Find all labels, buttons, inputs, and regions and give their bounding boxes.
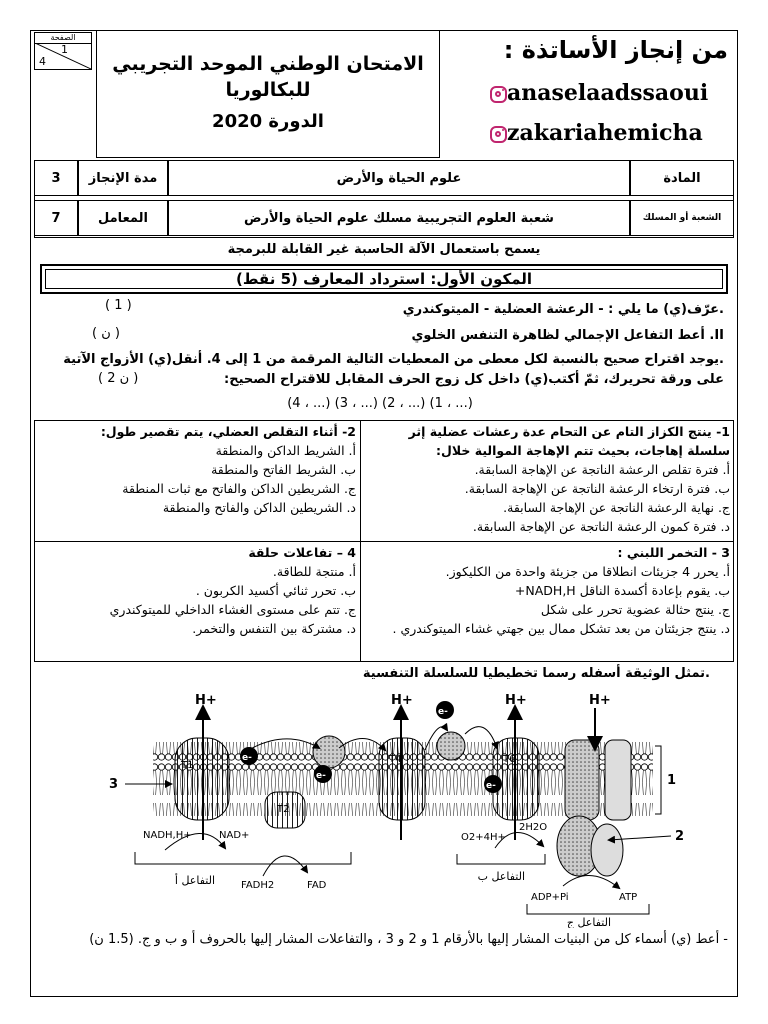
label-atp: ATP — [619, 892, 638, 903]
page-current: 1 — [61, 43, 68, 56]
coefficient-label: المعامل — [78, 200, 168, 236]
mcq-3-option-a: أ. يحرر 4 جزيئات انطلاقا من جزيئة واحدة من الكليكوز. — [445, 564, 730, 579]
complex-t3 — [313, 736, 345, 768]
instagram-icon — [490, 86, 507, 103]
answer-pairs: (... ، 1) (... ، 2) (... ، 3) (... ، 4) — [287, 396, 473, 411]
question-3-line1: .يوجد اقتراح صحيح بالنسبة لكل معطى من المعطيات التالية المرقمة من 1 إلى 4. أنقل(ي) الأزواج الآتية — [63, 352, 724, 367]
author-2 — [484, 120, 703, 146]
reaction-b-label: التفاعل ب — [477, 870, 525, 883]
mcq-1-option-d: د. فترة كمون الرعشة الناتجة عن الإهاجة السابقة. — [472, 519, 730, 534]
mcq-3-option-d: د. ينتج جزيئتان من بعد تشكل ممال بين جهتي غشاء الميتوكندري . — [392, 621, 730, 636]
atp-synthase-channel — [605, 740, 631, 820]
page-total: 4 — [39, 55, 46, 68]
electron-label: e- — [438, 707, 448, 717]
question-3-points: ( 2 ن ) — [98, 371, 139, 386]
exam-title-box — [96, 30, 440, 158]
structure-number-2: 2 — [675, 829, 685, 844]
mcq-2-option-b: ب. الشريط الفاتح والمنطقة — [211, 462, 356, 477]
question-2: II. أعط التفاعل الإجمالي لظاهرة التنفس الخلوي — [411, 328, 724, 343]
mcq-2-option-c: ج. الشريطين الداكن والفاتح مع ثبات المنطقة — [122, 481, 356, 496]
mcq-3-title: 3 - التخمر اللبني : — [617, 545, 730, 560]
atp-synthase-stalk — [565, 740, 599, 820]
mcq-item-2 — [38, 422, 356, 517]
final-question: - أعط (ي) أسماء كل من البنيات المشار إليها بالأرقام 1 و 2 و 3 ، والتفاعلات المشار إليها بالحروف أ و ب و ج. (1.5 ن) — [89, 932, 728, 947]
mcq-1-option-a: أ. فترة تقلص الرعشة الناتجة عن الإهاجة السابقة. — [474, 462, 730, 477]
duration-label: مدة الإنجاز — [78, 160, 168, 196]
label-nad: NAD+ — [219, 830, 250, 841]
label-o2: O2+4H+ — [461, 832, 506, 843]
label-nadh: NADH,H+ — [143, 830, 192, 841]
h-plus-label-4: H+ — [589, 693, 611, 708]
question-1-points: ( 1 ) — [105, 298, 132, 313]
structure-number-1: 1 — [667, 773, 677, 788]
mcq-item-4 — [38, 543, 356, 638]
exam-title-line1: الامتحان الوطني الموحد التجريبي — [112, 53, 424, 75]
mcq-4-title: 4 – تفاعلات حلقة — [248, 545, 356, 560]
mcq-2-title: 2- أثناء التقلص العضلي، يتم تقصير طول: — [100, 424, 356, 439]
mcq-item-1 — [364, 422, 730, 536]
label-t1: T1 — [181, 760, 194, 771]
electron-label: e- — [242, 753, 252, 763]
h-plus-label-1: H+ — [195, 693, 217, 708]
label-fadh2: FADH2 — [241, 880, 275, 891]
duration-value: 3 — [34, 160, 78, 196]
instagram-icon — [490, 126, 507, 143]
label-t4: T4 — [389, 754, 402, 765]
question-2-points: ( ن ) — [92, 326, 120, 341]
structure-number-3: 3 — [109, 777, 119, 792]
h-plus-label-3: H+ — [505, 693, 527, 708]
respiratory-chain-diagram — [95, 688, 715, 928]
complex-t5 — [437, 732, 465, 760]
mcq-4-option-d: د. مشتركة بين التنفس والتخمر. — [192, 621, 356, 636]
mcq-1-title: 1- ينتج الكزاز التام عن التحام عدة رعشات عضلية إثر سلسلة إهاجات، بحيث تتم الإهاجة الموالية خلال: — [408, 424, 730, 458]
label-t2: T2 — [277, 804, 290, 815]
mcq-1-option-c: ج. نهاية الرعشة الناتجة عن الإهاجة السابقة. — [503, 500, 730, 515]
question-3-line2: على ورقة تحريرك، ثمّ أكتب(ي) داخل كل زوج الحرف المقابل للاقتراح الصحيح: — [224, 372, 724, 387]
component-title: المكون الأول: استرداد المعارف (5 نقط) — [45, 269, 723, 289]
mcq-1-option-b: ب. فترة ارتخاء الرعشة الناتجة عن الإهاجة السابقة. — [464, 481, 730, 496]
exam-title-line2: للبكالوريا — [225, 79, 311, 101]
mcq-4-option-b: ب. تحرر ثنائي أكسيد الكربون . — [195, 583, 356, 598]
component-title-frame — [40, 264, 728, 294]
document-caption: .تمثل الوثيقة أسفله رسما تخطيطيا للسلسلة التنفسية — [362, 666, 710, 681]
electron-label: e- — [316, 771, 326, 781]
author-handle-1: anaselaadssaoui — [507, 80, 709, 106]
coefficient-value: 7 — [34, 200, 78, 236]
page-number-box — [34, 32, 92, 70]
mcq-3-option-b: ب. يقوم بإعادة أكسدة الناقل NADH,H+ — [514, 583, 730, 598]
mcq-3-option-c: ج. ينتج حثالة عضوية تحرر على شكل — [540, 602, 730, 617]
question-1: .عرّف(ي) ما يلي : - الرعشة العضلية - الميتوكندري — [402, 302, 724, 317]
authors-heading: من إنجاز الأساتذة : — [503, 36, 728, 64]
subject-value: علوم الحياة والأرض — [168, 160, 630, 196]
label-t6: T6 — [503, 754, 516, 765]
author-1 — [484, 80, 708, 106]
electron-label: e- — [486, 781, 496, 791]
author-handle-2: zakariahemicha — [507, 120, 703, 146]
exam-session: الدورة 2020 — [212, 111, 324, 132]
mcq-2-option-d: د. الشريطين الداكن والفاتح والمنطقة — [162, 500, 356, 515]
page-label: الصفحة — [35, 33, 91, 44]
label-h2o: 2H2O — [519, 822, 548, 833]
branch-label: الشعبة أو المسلك — [630, 200, 734, 236]
mcq-4-option-a: أ. منتجة للطاقة. — [272, 564, 356, 579]
mcq-2-option-a: أ. الشريط الداكن والمنطقة — [215, 443, 356, 458]
reaction-c-label: التفاعل ج — [566, 916, 611, 928]
label-fad: FAD — [307, 880, 327, 891]
calculator-note: يسمح باستعمال الآلة الحاسبة غير القابلة للبرمجة — [227, 242, 541, 257]
label-adp: ADP+Pi — [531, 892, 569, 903]
mcq-item-3 — [364, 543, 730, 638]
mcq-4-option-c: ج. تتم على مستوى الغشاء الداخلي للميتوكندري — [109, 602, 356, 617]
subject-label: المادة — [630, 160, 734, 196]
reaction-a-label: التفاعل أ — [174, 874, 215, 887]
atp-synthase-head-right — [591, 824, 623, 876]
branch-value: شعبة العلوم التجريبية مسلك علوم الحياة والأرض — [168, 200, 630, 236]
h-plus-label-2: H+ — [391, 693, 413, 708]
mcq-horizontal-divider — [34, 541, 734, 542]
